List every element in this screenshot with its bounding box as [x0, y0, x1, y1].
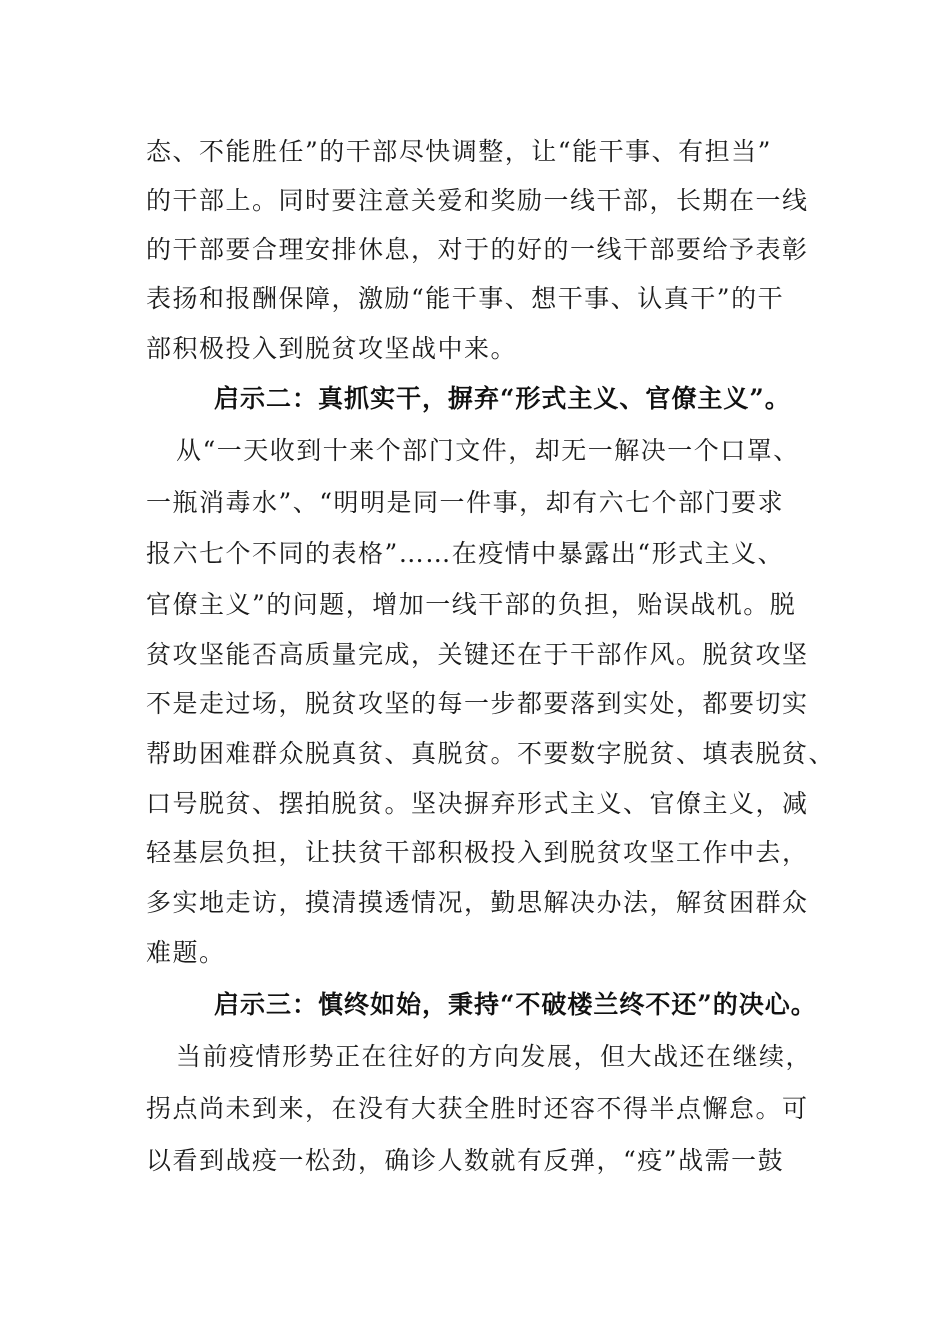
- paragraph-line: 帮助困难群众脱真贫、真脱贫。不要数字脱贫、填表脱贫、: [146, 739, 836, 768]
- paragraph-line: 表扬和报酬保障，激励“能干事、想干事、认真干”的干: [146, 284, 785, 313]
- paragraph-line: 官僚主义”的问题，增加一线干部的负担，贻误战机。脱: [146, 590, 797, 619]
- paragraph-line: 一瓶消毒水”、“明明是同一件事，却有六七个部门要求: [146, 488, 785, 517]
- paragraph-line: 轻基层负担，让扶贫干部积极投入到脱贫攻坚工作中去，: [146, 838, 809, 867]
- paragraph-line: 当前疫情形势正在往好的方向发展，但大战还在继续，: [176, 1042, 813, 1071]
- paragraph-line: 难题。: [146, 938, 226, 967]
- paragraph-line: 的干部要合理安排休息，对于的好的一线干部要给予表彰: [146, 235, 809, 264]
- paragraph-line: 多实地走访，摸清摸透情况，勤思解决办法，解贫困群众: [146, 888, 809, 917]
- paragraph-line: 部积极投入到脱贫攻坚战中来。: [146, 334, 518, 363]
- paragraph-line: 拐点尚未到来，在没有大获全胜时还容不得半点懈怠。可: [146, 1094, 809, 1123]
- section-heading: 启示二：真抓实干，摒弃“形式主义、官僚主义”。: [214, 384, 791, 413]
- paragraph-line: 态、不能胜任”的干部尽快调整，让“能干事、有担当”: [146, 137, 772, 166]
- paragraph-line: 不是走过场，脱贫攻坚的每一步都要落到实处，都要切实: [146, 689, 809, 718]
- paragraph-line: 口号脱贫、摆拍脱贫。坚决摒弃形式主义、官僚主义，减: [146, 789, 809, 818]
- section-heading: 启示三：慎终如始，秉持“不破楼兰终不还”的决心。: [214, 990, 817, 1019]
- paragraph-line: 以看到战疫一松劲，确诊人数就有反弹，“疫”战需一鼓: [146, 1146, 785, 1175]
- paragraph-line: 从“一天收到十来个部门文件，却无一解决一个口罩、: [176, 436, 800, 465]
- paragraph-line: 贫攻坚能否高质量完成，关键还在于干部作风。脱贫攻坚: [146, 640, 809, 669]
- paragraph-line: 的干部上。同时要注意关爱和奖励一线干部，长期在一线: [146, 186, 809, 215]
- paragraph-line: 报六七个不同的表格”……在疫情中暴露出“形式主义、: [146, 539, 785, 568]
